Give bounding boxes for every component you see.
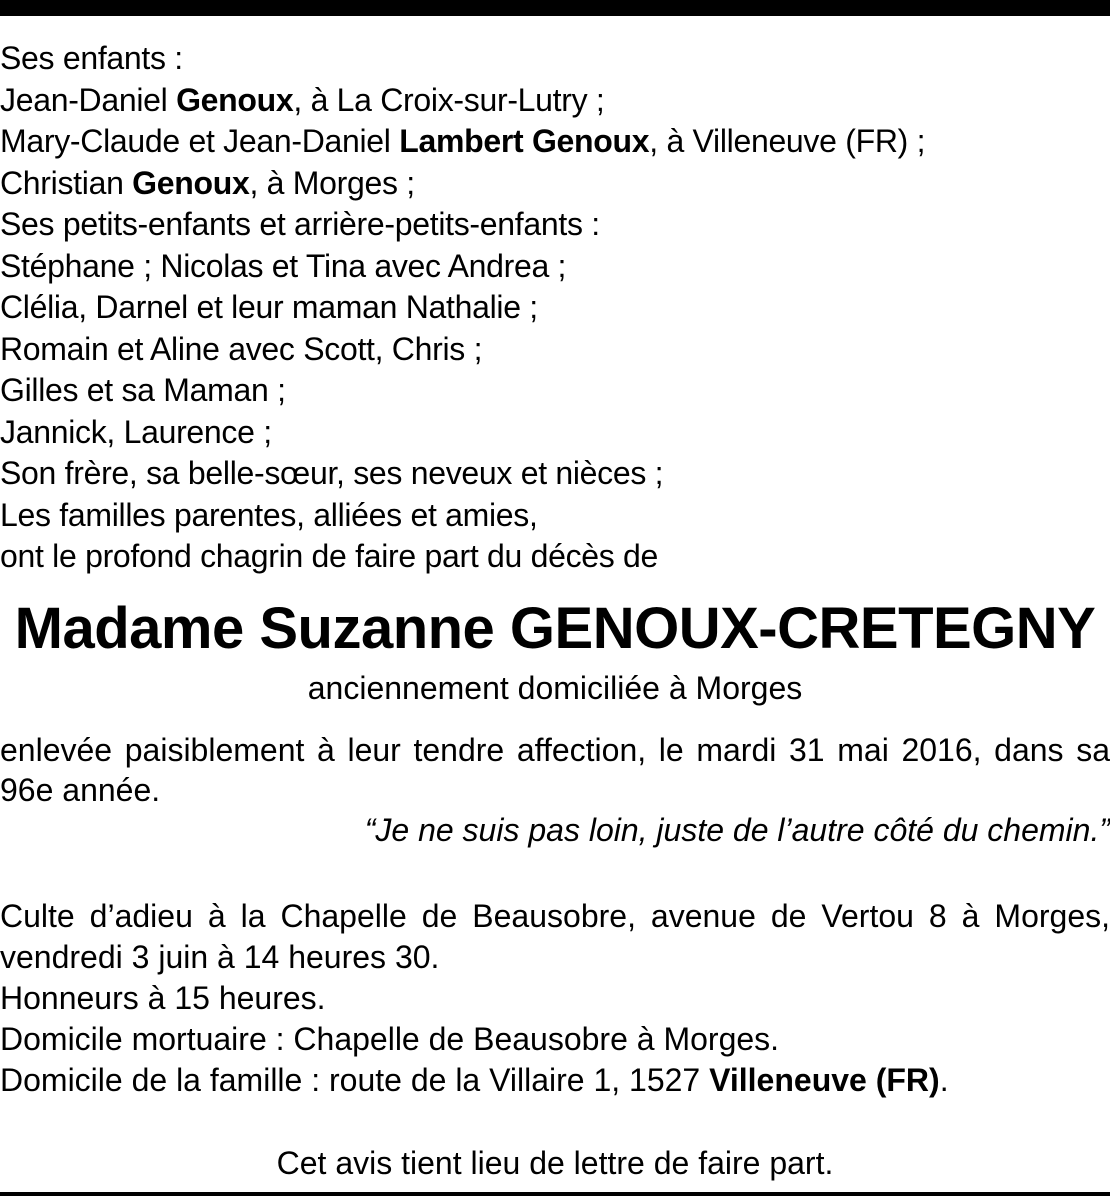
quote: “Je ne suis pas loin, juste de l’autre côté du chemin.” (364, 812, 1110, 848)
family-line (0, 204, 1110, 246)
family-line (0, 121, 1110, 163)
closing-note: Cet avis tient lieu de lettre de faire part. (276, 1145, 834, 1181)
family-text: Jannick, Laurence ; (0, 413, 272, 450)
mortuary-address: Domicile mortuaire : Chapelle de Beausobre à Morges. (0, 1021, 780, 1057)
deceased-name: Madame Suzanne GENOUX-CRETEGNY (14, 596, 1096, 661)
family-text: Gilles et sa Maman ; (0, 372, 286, 408)
family-surname: Genoux (132, 164, 250, 201)
ceremony-details (0, 896, 1110, 1101)
family-line (0, 163, 1110, 205)
family-text: Stéphane ; Nicolas et Tina avec Andrea ; (0, 247, 567, 284)
ceremony-date: vendredi 3 juin à 14 heures 30. (0, 939, 440, 975)
family-text: Son frère, sa belle-sœur, ses neveux et nièces ; (0, 455, 664, 491)
family-text: Clélia, Darnel et leur maman Nathalie ; (0, 289, 538, 325)
family-line (0, 495, 1110, 537)
family-address-end: . (939, 1062, 949, 1098)
family-list (0, 38, 1110, 578)
former-residence: anciennement domiciliée à Morges (307, 670, 803, 706)
family-text: , à Morges ; (249, 164, 415, 201)
family-line (0, 246, 1110, 288)
family-line (0, 80, 1110, 122)
bottom-rule (0, 1192, 1110, 1196)
family-text: Ses enfants : (0, 40, 183, 76)
family-text: Ses petits-enfants et arrière-petits-enfants : (0, 206, 600, 242)
family-line (0, 453, 1110, 495)
passing-notice: enlevée paisiblement à leur tendre affection, le mardi 31 mai 2016, dans sa 96e année. (0, 732, 1110, 808)
family-text: Les familles parentes, alliées et amies, (0, 496, 538, 533)
family-text: Romain et Aline avec Scott, Chris ; (0, 330, 483, 367)
family-address-text: Domicile de la famille : route de la Villaire 1, 1527 (0, 1062, 710, 1098)
family-line (0, 287, 1110, 329)
family-text: , à Villeneuve (FR) ; (649, 123, 926, 159)
family-address-town: Villeneuve (FR) (709, 1062, 940, 1098)
top-rule (0, 0, 1110, 16)
ceremony-line: Culte d’adieu à la Chapelle de Beausobre, avenue de Vertou 8 à Morges, (0, 898, 1110, 934)
family-text: ont le profond chagrin de faire part du décès de (0, 538, 659, 574)
family-surname: Lambert Genoux (399, 123, 650, 159)
family-line (0, 370, 1110, 412)
family-line (0, 412, 1110, 454)
family-line (0, 38, 1110, 80)
family-text: Christian (0, 164, 133, 201)
family-surname: Genoux (176, 81, 294, 118)
family-text: , à La Croix-sur-Lutry ; (293, 81, 605, 118)
family-line (0, 536, 1110, 578)
family-text: Mary-Claude et Jean-Daniel (0, 123, 400, 159)
family-text: Jean-Daniel (0, 81, 177, 118)
family-line (0, 329, 1110, 371)
family-address (0, 1060, 1110, 1101)
honors-time: Honneurs à 15 heures. (0, 980, 326, 1016)
